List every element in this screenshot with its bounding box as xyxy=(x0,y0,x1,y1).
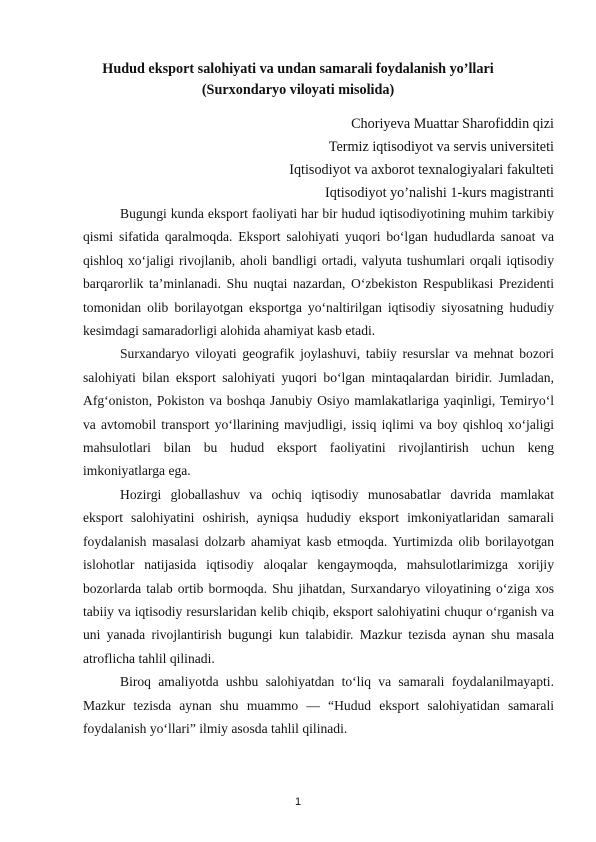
body-paragraph-1: Bugungi kunda eksport faoliyati har bir hudud iqtisodiyotining muhim tarkibiy qismi sifatida qaralmoqda. Eksport salohiyati yuqori bo‘lgan hududlarda sanoat va qishloq xo‘jaligi rivojlanib, aholi bandligi ortadi, valyuta tushumlari orqali iqtisodiy barqarorlik ta’minlanadi. Shu nuqtai nazardan, O‘zbekiston Respublikasi Prezidenti tomonidan olib borilayotgan eksportga yo‘naltirilgan iqtisodiy siyosatning hududiy kesimdagi samaradorligi alohida ahamiyat kasb etadi. xyxy=(83,206,554,339)
document-body xyxy=(83,202,554,740)
body-paragraph-3: Hozirgi globallashuv va ochiq iqtisodiy munosabatlar davrida mamlakat eksport salohiyatini oshirish, ayniqsa hududiy eksport imkoniyatlaridan samarali foydalanish masalasi dolzarb ahamiyat kasb etmoqda. Yurtimizda olib borilayotgan islohotlar natijasida iqtisodiy aloqalar kengaymoqda, mahsulotlarimizga xorijiy bozorlarda talab ortib bormoqda. Shu jihatdan, Surxandaryo viloyatining o‘ziga xos tabiiy va iqtisodiy resurslaridan kelib chiqib, eksport salohiyatini chuqur o‘rganish va uni yanada rivojlantirish bugungi kun talabidir. Mazkur tezisda aynan shu masala atroflicha tahlil qilinadi. xyxy=(83,486,554,666)
author-university: Termiz iqtisodiyot va servis universiteti xyxy=(328,139,554,155)
author-faculty: Iqtisodiyot va axborot texnalogiyalari fakulteti xyxy=(289,162,554,178)
author-program: Iqtisodiyot yo’nalishi 1-kurs magistranti xyxy=(325,185,554,201)
page-number: 1 xyxy=(294,796,302,808)
body-paragraph-4: Biroq amaliyotda ushbu salohiyatdan to‘liq va samarali foydalanilmayapti. Mazkur tezisda aynan shu muammo — “Hudud eksport salohiyatidan samarali foydalanish yo‘llari” ilmiy asosda tahlil qilinadi. xyxy=(83,674,554,736)
document-title: Hudud eksport salohiyati va undan samarali foydalanish yo’llari xyxy=(102,61,494,77)
author-name: Choriyeva Muattar Sharofiddin qizi xyxy=(351,116,554,132)
document-subtitle: (Surxondaryo viloyati misolida) xyxy=(201,82,395,98)
body-paragraph-2: Surxandaryo viloyati geografik joylashuvi, tabiiy resurslar va mehnat bozori salohiyati bilan eksport salohiyati yuqori bo‘lgan mintaqalardan biridir. Jumladan, Afg‘oniston, Pokiston va boshqa Janubiy Osiyo mamlakatlariga yaqinligi, Temiryo‘l va avtomobil transport yo‘llarining mavjudligi, issiq iqlimi va boy qishloq xo‘jaligi mahsulotlari bilan bu hudud eksport faoliyatini rivojlantirish uchun keng imkoniyatlarga ega. xyxy=(83,346,554,479)
